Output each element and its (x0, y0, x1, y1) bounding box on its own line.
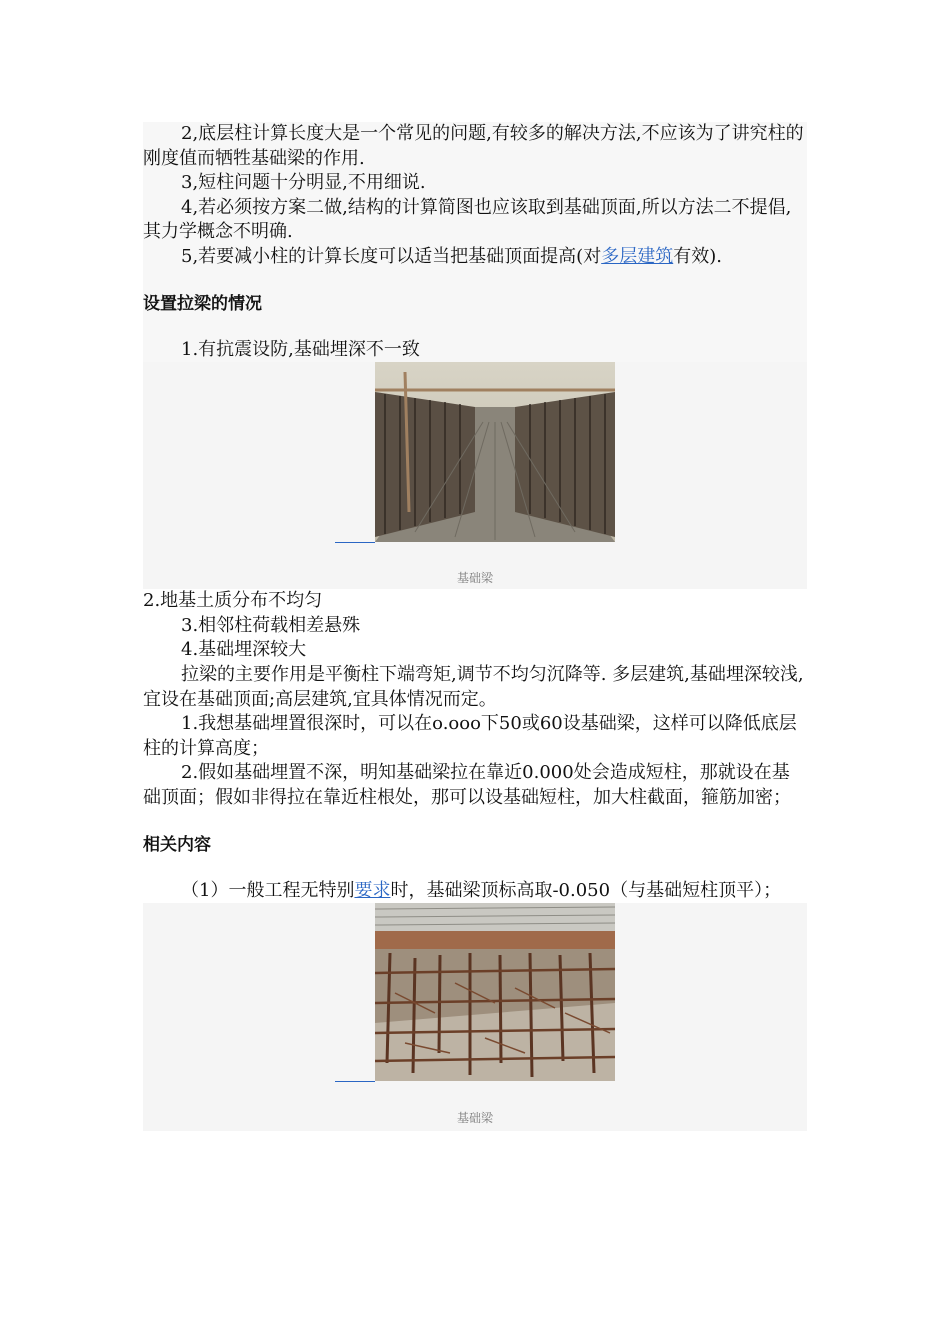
paragraph-3: 4,若必须按方案二做,结构的计算简图也应该取到基础顶面,所以方法二不提倡,其力学概念不明确. (143, 196, 807, 245)
figure-1-caption: 基础梁 (456, 571, 493, 586)
paragraph-7: 2.假如基础埋置不深，明知基础梁拉在靠近0.000处会造成短柱，那就设在基础顶面；假如非得拉在靠近柱根处，那可以设基础短柱，加大柱截面，箍筋加密； (143, 762, 791, 808)
paragraph-6: 1.我想基础埋置很深时，可以在o.ooo下50或60设基础梁，这样可以降低底层柱的计算高度； (143, 713, 797, 759)
figure-2-caption: 基础梁 (456, 1111, 493, 1126)
column-rebar-field-photo (375, 903, 615, 1081)
item-3: 3.相邻柱荷载相差悬殊 (181, 614, 361, 636)
paragraph-8 (143, 879, 807, 904)
item-1: 1.有抗震设防,基础埋深不一致 (143, 338, 807, 363)
paragraph-4-text-b: 有效). (673, 245, 722, 267)
paragraph-5: 拉梁的主要作用是平衡柱下端弯矩,调节不均匀沉降等. 多层建筑,基础埋深较浅,宜设在基础顶面;高层建筑,宜具体情况而定。 (143, 663, 804, 710)
rebar-cage-photo (375, 362, 615, 542)
item-4: 4.基础埋深较大 (181, 639, 307, 661)
paragraph-2: 3,短柱问题十分明显,不用细说. (143, 171, 807, 196)
paragraph-1 (143, 122, 807, 171)
requirement-link[interactable]: 要求 (354, 879, 391, 901)
figure-2 (143, 903, 807, 1131)
paragraph-8-text-a: （1）一般工程无特别 (181, 879, 355, 901)
paragraph-8-text-b: 时，基础梁顶标高取-0.050（与基础短柱顶平）； (390, 879, 782, 901)
image-link-underline[interactable] (335, 542, 375, 543)
document-page (143, 122, 807, 1131)
figure-1 (143, 362, 807, 589)
heading-tie-beam: 设置拉梁的情况 (143, 292, 807, 316)
paragraph-1-text: 2,底层柱计算长度大是一个常见的问题,有较多的解决方法,不应该为了讲究柱的刚度值而牺牲基础梁的作用. (143, 123, 804, 169)
paragraph-4-text-a: 5,若要减小柱的计算长度可以适当把基础顶面提高(对 (181, 245, 602, 267)
paragraph-4 (143, 245, 807, 270)
image-link-underline-2[interactable] (335, 1081, 375, 1082)
item-2: 2.地基土质分布不均匀 (143, 590, 323, 612)
heading-related: 相关内容 (143, 834, 211, 855)
multistorey-building-link[interactable]: 多层建筑 (601, 245, 674, 267)
